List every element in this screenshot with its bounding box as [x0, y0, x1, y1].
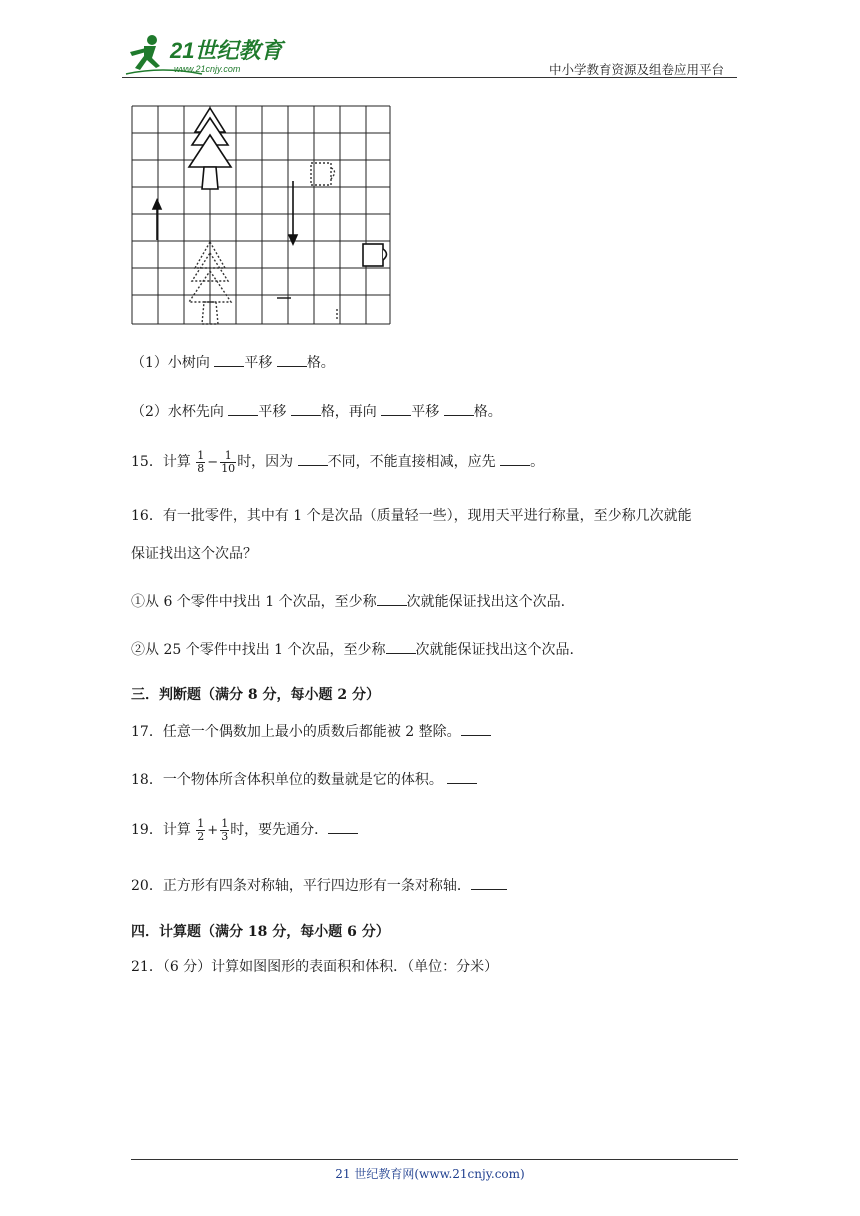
runner-icon — [130, 35, 160, 70]
arrow-up-icon — [153, 200, 161, 240]
question-16-line1: 16．有一批零件，其中有 1 个是次品（质量轻一些），现用天平进行称量，至少称几次就能 — [131, 508, 692, 524]
question-16-sub1: ①从 6 个零件中找出 1 个次品，至少称 次就能保证找出这个次品. — [131, 590, 565, 612]
translation-grid-figure — [131, 105, 393, 327]
answer-blank[interactable] — [447, 768, 477, 784]
q15-mid: 时，因为 — [237, 454, 298, 470]
footer-link[interactable]: 21 世纪教育网(www.21cnjy.com) — [335, 1167, 525, 1181]
answer-blank[interactable] — [500, 450, 530, 466]
answer-blank[interactable] — [228, 400, 258, 416]
logo-text: 21世纪教育 — [170, 38, 283, 63]
cup-dotted-icon — [311, 163, 335, 185]
answer-blank[interactable] — [277, 351, 307, 367]
q14-part2-post: 格。 — [473, 404, 502, 420]
q14-part1-mid: 平移 — [244, 355, 277, 371]
grid-lines — [132, 106, 390, 324]
footer-rule — [131, 1159, 738, 1160]
q15-mid2: 不同，不能直接相减，应先 — [327, 454, 501, 470]
q14-part2-text: （2）水杯先向 — [131, 404, 229, 420]
q14-part1-post: 格。 — [306, 355, 335, 371]
platform-name: 中小学教育资源及组卷应用平台 — [548, 62, 724, 77]
section-4-title: 四．计算题（满分 18 分，每小题 6 分） — [131, 924, 390, 940]
operator: − — [207, 455, 219, 470]
cup-solid-icon — [363, 244, 387, 266]
question-15 — [131, 449, 544, 476]
fraction: $\frac{1}{3}$ — [221, 816, 229, 843]
question-17: 17．任意一个偶数加上最小的质数后都能被 2 整除。 — [131, 720, 491, 742]
q14-part2-mid3: 平移 — [411, 404, 444, 420]
question-20: 20．正方形有四条对称轴，平行四边形有一条对称轴． — [131, 874, 507, 896]
header-rule — [122, 77, 737, 78]
question-19: 19．计算 $\frac{1}{2}$ + $\frac{1}{3}$ 时，要先通分． — [131, 817, 358, 844]
answer-blank[interactable] — [461, 720, 491, 736]
answer-blank[interactable] — [381, 400, 411, 416]
fraction: $\frac{1}{2}$ — [197, 816, 205, 843]
fraction: $\frac{1}{10}$ — [221, 448, 236, 475]
q15-post: 。 — [530, 454, 545, 470]
answer-blank[interactable] — [386, 638, 416, 654]
question-16-sub2: ②从 25 个零件中找出 1 个次品，至少称 次就能保证找出这个次品. — [131, 638, 574, 660]
question-16-line2: 保证找出这个次品？ — [131, 546, 257, 562]
answer-blank[interactable] — [377, 590, 407, 606]
answer-blank[interactable] — [471, 874, 507, 890]
arrow-down-icon — [289, 181, 297, 244]
answer-blank[interactable] — [214, 351, 244, 367]
answer-blank[interactable] — [291, 400, 321, 416]
q15-lead: 15．计算 — [131, 454, 191, 470]
q14-part2 — [131, 400, 502, 422]
answer-blank[interactable] — [444, 400, 474, 416]
fraction: $\frac{1}{8}$ — [197, 448, 205, 475]
question-18: 18．一个物体所含体积单位的数量就是它的体积。 — [131, 768, 477, 790]
q14-part2-mid1: 平移 — [258, 404, 291, 420]
logo-url: www.21cnjy.com — [174, 64, 241, 74]
site-logo — [122, 32, 292, 78]
q14-part1 — [131, 351, 335, 373]
question-21: 21．（6 分）计算如图图形的表面积和体积．（单位：分米） — [131, 959, 499, 975]
q14-part2-mid2: 格，再向 — [320, 404, 382, 420]
page-header — [0, 0, 860, 80]
section-3-title: 三．判断题（满分 8 分，每小题 2 分） — [131, 687, 380, 703]
answer-blank[interactable] — [328, 818, 358, 834]
operator: + — [207, 823, 219, 838]
tree-solid-icon — [189, 108, 231, 189]
q14-part1-text: （1）小树向 — [131, 355, 215, 371]
answer-blank[interactable] — [298, 450, 328, 466]
